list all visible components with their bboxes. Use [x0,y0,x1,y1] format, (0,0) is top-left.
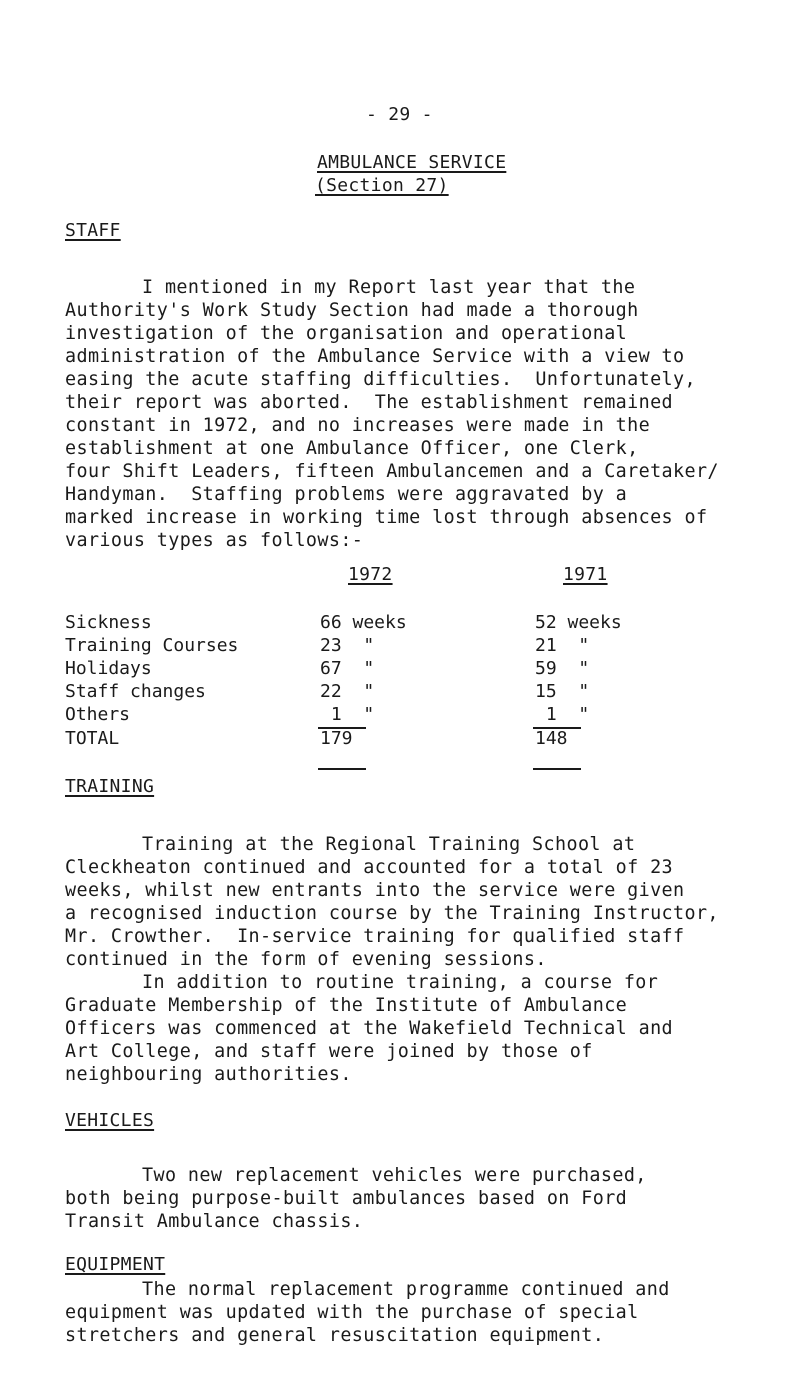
cell-1972: 66 weeks [320,612,407,633]
paragraph-line: continued in the form of evening sessions. [65,949,547,970]
paragraph-line: administration of the Ambulance Service with a view to [65,346,685,367]
paragraph-line: easing the acute staffing difficulties. Unfortunately, [65,369,696,390]
paragraph-line: equipment was updated with the purchase of special [65,1302,639,1323]
cell-1972: 67 " [320,658,375,679]
cell-1972: 22 " [320,681,375,702]
paragraph-line: Training at the Regional Training School at [142,834,636,855]
paragraph-line: Officers was commenced at the Wakefield Technical and [65,1018,674,1039]
paragraph-line: Cleckheaton continued and accounted for a total of 23 [65,857,674,878]
equipment-heading: EQUIPMENT [65,1254,166,1275]
paragraph-line: Graduate Membership of the Institute of Ambulance [65,995,628,1016]
row-label: Others [65,704,131,725]
paragraph-line: investigation of the organisation and operational [65,323,628,344]
total-1971: 148 [535,728,568,749]
total-rule-1972 [318,768,366,770]
paragraph-line: various types as follows:- [65,530,364,551]
paragraph-line: The normal replacement programme continued and [142,1279,670,1300]
cell-1972: 1 " [320,704,375,725]
training-heading: TRAINING [65,776,155,797]
vehicles-heading: VEHICLES [65,1110,155,1131]
cell-1971: 1 " [535,704,590,725]
total-1972: 179 [320,728,353,749]
cell-1971: 15 " [535,681,590,702]
column-header-1972: 1972 [348,564,393,585]
total-rule-1971 [533,768,581,770]
paragraph-line: Art College, and staff were joined by those of [65,1041,593,1062]
paragraph-line: both being purpose-built ambulances based on Ford [65,1188,628,1209]
paragraph-line: four Shift Leaders, fifteen Ambulancemen and a Caretaker/ [65,461,719,482]
paragraph-line: Mr. Crowther. In-service training for qualified staff [65,926,685,947]
row-label: Training Courses [65,635,239,656]
column-header-1971: 1971 [563,564,608,585]
paragraph-line: marked increase in working time lost through absences of [65,507,708,528]
paragraph-line: establishment at one Ambulance Officer, one Clerk, [65,438,639,459]
row-label: Staff changes [65,681,206,702]
cell-1971: 21 " [535,635,590,656]
paragraph-line: their report was aborted. The establishment remained [65,392,674,413]
section-reference: (Section 27) [315,175,449,196]
total-label: TOTAL [65,728,120,749]
paragraph-line: a recognised induction course by the Training Instructor, [65,903,719,924]
paragraph-line: constant in 1972, and no increases were made in the [65,415,651,436]
paragraph-line: Authority's Work Study Section had made a thorough [65,300,639,321]
row-label: Sickness [65,612,152,633]
row-label: Holidays [65,658,152,679]
cell-1971: 59 " [535,658,590,679]
paragraph-line: weeks, whilst new entrants into the service were given [65,880,685,901]
paragraph-line: stretchers and general resuscitation equipment. [65,1325,605,1346]
paragraph-line: In addition to routine training, a course for [142,972,659,993]
paragraph-line: Two new replacement vehicles were purchased, [142,1165,647,1186]
paragraph-line: Handyman. Staffing problems were aggravated by a [65,484,628,505]
paragraph-line: Transit Ambulance chassis. [65,1211,364,1232]
page-number: - 29 - [366,104,433,125]
cell-1972: 23 " [320,635,375,656]
paragraph-line: I mentioned in my Report last year that the [142,277,636,298]
staff-heading: STAFF [65,220,121,241]
cell-1971: 52 weeks [535,612,622,633]
paragraph-line: neighbouring authorities. [65,1064,352,1085]
page-title: AMBULANCE SERVICE [317,152,507,173]
